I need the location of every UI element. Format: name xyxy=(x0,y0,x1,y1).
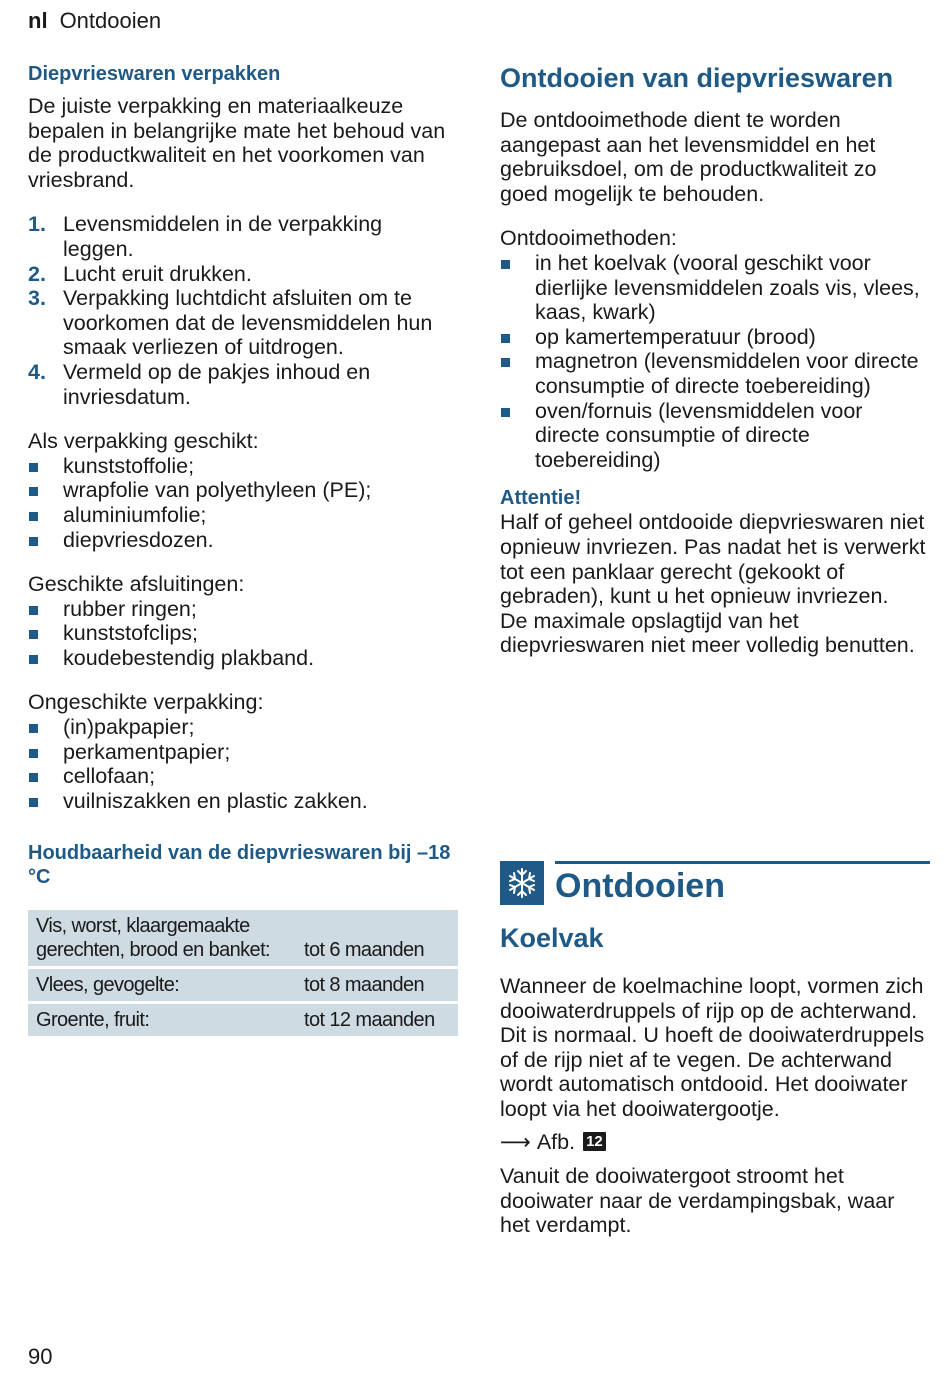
table-cell-item: Vis, worst, klaargemaakte gerechten, brood en banket: xyxy=(28,910,296,966)
list-item-text: rubber ringen; xyxy=(63,596,197,621)
bullet-icon xyxy=(500,399,535,473)
bullet-icon xyxy=(28,503,63,528)
bullet-icon xyxy=(28,715,63,740)
language-code: nl xyxy=(28,8,48,33)
table-cell-value: tot 12 maanden xyxy=(296,1004,458,1036)
list-item-text: koudebestendig plakband. xyxy=(63,645,315,670)
list-item-text: op kamertemperatuur (brood) xyxy=(535,324,816,349)
step-number: 4. xyxy=(28,359,46,384)
list-item xyxy=(500,251,930,325)
list-item xyxy=(28,597,458,622)
list-item xyxy=(28,646,458,671)
attention-text: Half of geheel ontdooide diepvrieswaren niet opnieuw invriezen. Pas nadat het is verwerkt tot een panklaar gerecht (gekookt of gebraden), kunt u het opnieuw invriezen. xyxy=(500,510,926,609)
step-text: Lucht eruit drukken. xyxy=(63,261,252,286)
list-item xyxy=(500,325,930,350)
list-item-text: perkamentpapier; xyxy=(63,739,231,764)
unsuitable-list xyxy=(28,715,458,813)
list-item-text: cellofaan; xyxy=(63,764,156,789)
bullet-icon xyxy=(500,251,535,325)
list-item xyxy=(500,399,930,473)
table-row xyxy=(28,910,458,966)
bullet-icon xyxy=(28,597,63,622)
bullet-icon xyxy=(28,478,63,503)
thawing-heading: Ontdooien van diepvrieswaren xyxy=(500,63,894,93)
thawing-intro: De ontdooimethode dient te worden aangepast aan het levensmiddel en het gebruiksdoel, om de productkwaliteit zo goed mogelijk te behouden. xyxy=(500,108,877,206)
bullet-icon xyxy=(28,454,63,479)
closures-list xyxy=(28,597,458,671)
table-row xyxy=(28,969,458,1001)
step-number: 1. xyxy=(28,212,46,237)
list-item xyxy=(28,528,458,553)
list-item-text: magnetron (levensmiddelen voor directe consumptie of directe toebereiding) xyxy=(535,349,919,398)
section-title: Ontdooien xyxy=(555,867,725,905)
table-row xyxy=(28,1004,458,1036)
figure-reference xyxy=(500,1130,930,1155)
left-column xyxy=(28,62,458,1039)
koelvak-text: Wanneer de koelmachine loopt, vormen zich dooiwaterdruppels of rijp op de achterwand. Dit is normaal. U hoeft de dooiwaterdruppels of de rijp niet af te vegen. De achterwand wordt automatisch ontdooid. Het dooiwater loopt via het dooiwatergootje. xyxy=(500,974,925,1121)
step-text: Verpakking luchtdicht afsluiten om te voorkomen dat de levensmiddelen hun smaak verliezen of uitdrogen. xyxy=(63,286,433,360)
list-item xyxy=(28,212,458,261)
koelvak-text-2: Vanuit de dooiwatergoot stroomt het dooiwater naar de verdampingsbak, waar het verdampt. xyxy=(500,1164,895,1238)
list-item-text: aluminiumfolie; xyxy=(63,502,207,527)
list-item xyxy=(28,621,458,646)
page-number: 90 xyxy=(28,1344,53,1369)
suitable-list xyxy=(28,454,458,552)
suitable-label: Als verpakking geschikt: xyxy=(28,429,259,454)
methods-label: Ontdooimethoden: xyxy=(500,226,677,251)
koelvak-heading: Koelvak xyxy=(500,923,604,953)
header-section-title: Ontdooien xyxy=(59,8,162,33)
step-text: Vermeld op de pakjes inhoud en invriesdatum. xyxy=(63,359,371,409)
list-item xyxy=(28,764,458,789)
packaging-intro: De juiste verpakking en materiaalkeuze bepalen in belangrijke mate het behoud van de productkwaliteit en het voorkomen van vriesbrand. xyxy=(28,94,446,192)
closures-label: Geschikte afsluitingen: xyxy=(28,572,245,597)
snowflake-icon xyxy=(500,861,544,905)
list-item-text: kunststoffolie; xyxy=(63,453,195,478)
koelvak-section xyxy=(500,922,930,1238)
shelf-life-heading: Houdbaarheid van de diepvrieswaren bij –18 °C xyxy=(28,842,451,889)
packaging-steps xyxy=(28,212,458,409)
list-item xyxy=(28,360,458,409)
bullet-icon xyxy=(500,325,535,350)
attention-text-2: De maximale opslagtijd van het diepvrieswaren niet meer volledig benutten. xyxy=(500,608,915,658)
right-column xyxy=(500,62,930,658)
table-cell-item: Vlees, gevogelte: xyxy=(28,969,296,1001)
bullet-icon xyxy=(28,789,63,814)
table-cell-value: tot 6 maanden xyxy=(296,910,458,966)
section-rule xyxy=(555,861,930,864)
bullet-icon xyxy=(28,764,63,789)
table-cell-item: Groente, fruit: xyxy=(28,1004,296,1036)
step-number: 3. xyxy=(28,286,46,311)
packaging-heading: Diepvrieswaren verpakken xyxy=(28,63,281,85)
list-item xyxy=(500,349,930,398)
list-item xyxy=(28,454,458,479)
list-item-text: in het koelvak (vooral geschikt voor dierlijke levensmiddelen zoals vis, vlees, kaas, kwark) xyxy=(535,250,920,325)
list-item-text: wrapfolie van polyethyleen (PE); xyxy=(63,478,372,503)
section-header xyxy=(500,858,930,914)
list-item-text: vuilniszakken en plastic zakken. xyxy=(63,788,368,813)
page-header xyxy=(28,8,161,34)
step-text: Levensmiddelen in de verpakking leggen. xyxy=(63,212,383,261)
figure-number-badge: 12 xyxy=(583,1132,606,1151)
bullet-icon xyxy=(28,528,63,553)
list-item-text: diepvriesdozen. xyxy=(63,527,214,552)
list-item-text: oven/fornuis (levensmiddelen voor directe consumptie of directe toebereiding) xyxy=(535,398,863,472)
table-cell-value: tot 8 maanden xyxy=(296,969,458,1001)
list-item xyxy=(28,503,458,528)
methods-list xyxy=(500,251,930,472)
figure-ref-label: Afb. xyxy=(536,1129,576,1154)
unsuitable-label: Ongeschikte verpakking: xyxy=(28,690,264,715)
list-item xyxy=(28,286,458,360)
list-item-text: (in)pakpapier; xyxy=(63,715,195,740)
arrow-right-icon: ⟶ xyxy=(500,1129,531,1154)
list-item xyxy=(28,262,458,287)
shelf-life-table xyxy=(28,907,458,1039)
step-number: 2. xyxy=(28,261,46,286)
list-item xyxy=(28,715,458,740)
bullet-icon xyxy=(28,621,63,646)
list-item xyxy=(28,478,458,503)
list-item xyxy=(28,740,458,765)
bullet-icon xyxy=(28,646,63,671)
attention-label: Attentie! xyxy=(500,487,582,510)
list-item-text: kunststofclips; xyxy=(63,621,199,646)
list-item xyxy=(28,789,458,814)
bullet-icon xyxy=(28,740,63,765)
bullet-icon xyxy=(500,349,535,398)
